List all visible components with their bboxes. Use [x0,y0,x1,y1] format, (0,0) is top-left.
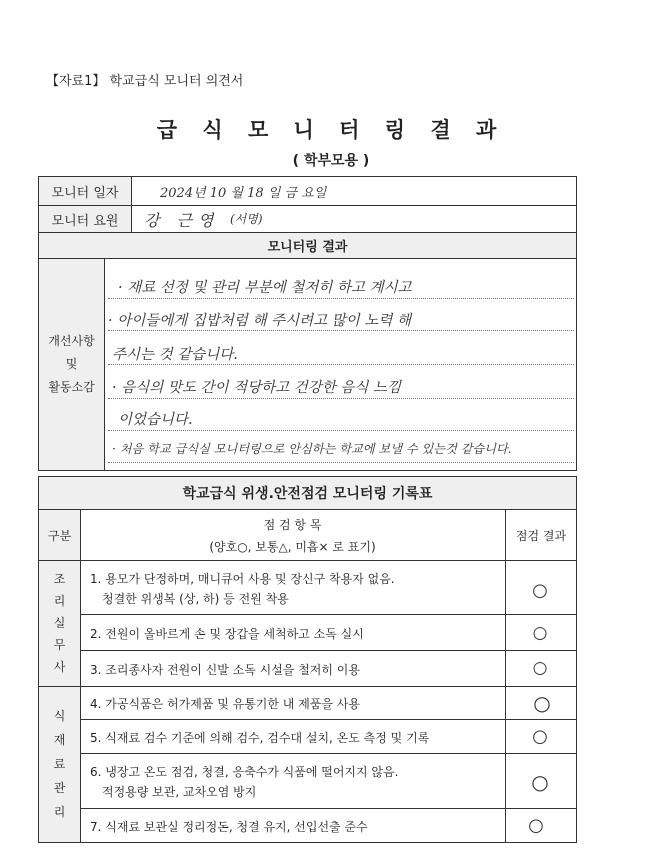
check-item-1: 1. 용모가 단정하며, 매니큐어 사용 및 장신구 착용자 없음. 청결한 위생복 (상, 하) 등 전원 착용 [90,572,395,606]
result-mark-1: ○ [532,579,548,601]
result-mark-7: ○ [528,814,544,836]
items-header-note: (양호○, 보통△, 미흡× 로 표기) [209,540,376,554]
comment-line-1: · 재료 선정 및 관리 부분에 철저히 하고 계시고 [118,280,412,296]
result-header: 점검 결과 [515,528,567,543]
document-label: 【자료1】 학교급식 모니터 의견서 [46,74,244,89]
result-mark-6: ○ [531,770,549,794]
date-value: 2024년 10 월 18 일 금 요일 [160,186,327,201]
result-mark-5: ○ [532,725,548,747]
improvement-label: 개선사항 및 활동소감 [48,334,95,394]
result-mark-4: ○ [533,691,551,715]
check-item-2: 2. 전원이 올바르게 손 및 장갑을 세척하고 소독 실시 [90,627,364,641]
comment-line-5: 이었습니다. [118,412,193,428]
check-item-4: 4. 가공식품은 허가제품 및 유통기한 내 제품을 사용 [90,697,360,711]
checklist-title: 학교급식 위생.안전점검 모니터링 기록표 [182,486,433,502]
result-section-header: 모니터링 결과 [267,240,348,255]
items-header: 점 검 항 목 [263,518,322,532]
signature-mark: (서명) [230,212,263,226]
comment-line-4: · 음식의 맛도 간이 적당하고 건강한 음식 느낌 [112,380,401,396]
check-item-5: 5. 식재료 검수 기준에 의해 검수, 검수대 설치, 온도 측정 및 기록 [90,731,430,745]
comment-line-6: · 처음 학교 급식실 모니터링으로 안심하는 학교에 보낼 수 있는것 같습니다. [112,442,512,456]
date-label: 모니터 일자 [51,185,119,201]
check-item-7: 7. 식재료 보관실 정리정돈, 청결 유지, 선입선출 준수 [90,820,368,834]
comment-line-2: · 아이들에게 집밥처럼 해 주시려고 많이 노력 해 [108,313,412,329]
page-title: 급 식 모 니 터 링 결 과 [156,118,506,142]
monitor-label: 모니터 요원 [51,213,119,229]
category-cooking-staff: 조 리 실 무 사 [53,572,66,674]
check-item-3: 3. 조리종사자 전원이 신발 소독 시설을 철저히 이용 [90,663,360,677]
result-mark-3: ○ [532,658,548,678]
check-item-6: 6. 냉장고 온도 점검, 청결, 응축수가 식품에 떨어지지 않음. 적정용량 보관, 교차오염 방지 [90,765,399,799]
result-mark-2: ○ [532,623,548,643]
category-header: 구분 [47,528,72,543]
category-ingredient-management: 식 재 료 관 리 [53,709,66,819]
monitor-name: 강 근영 [144,211,220,230]
comment-line-3: 주시는 것 같습니다. [112,347,238,363]
page-subtitle: ( 학부모용 ) [292,153,370,169]
